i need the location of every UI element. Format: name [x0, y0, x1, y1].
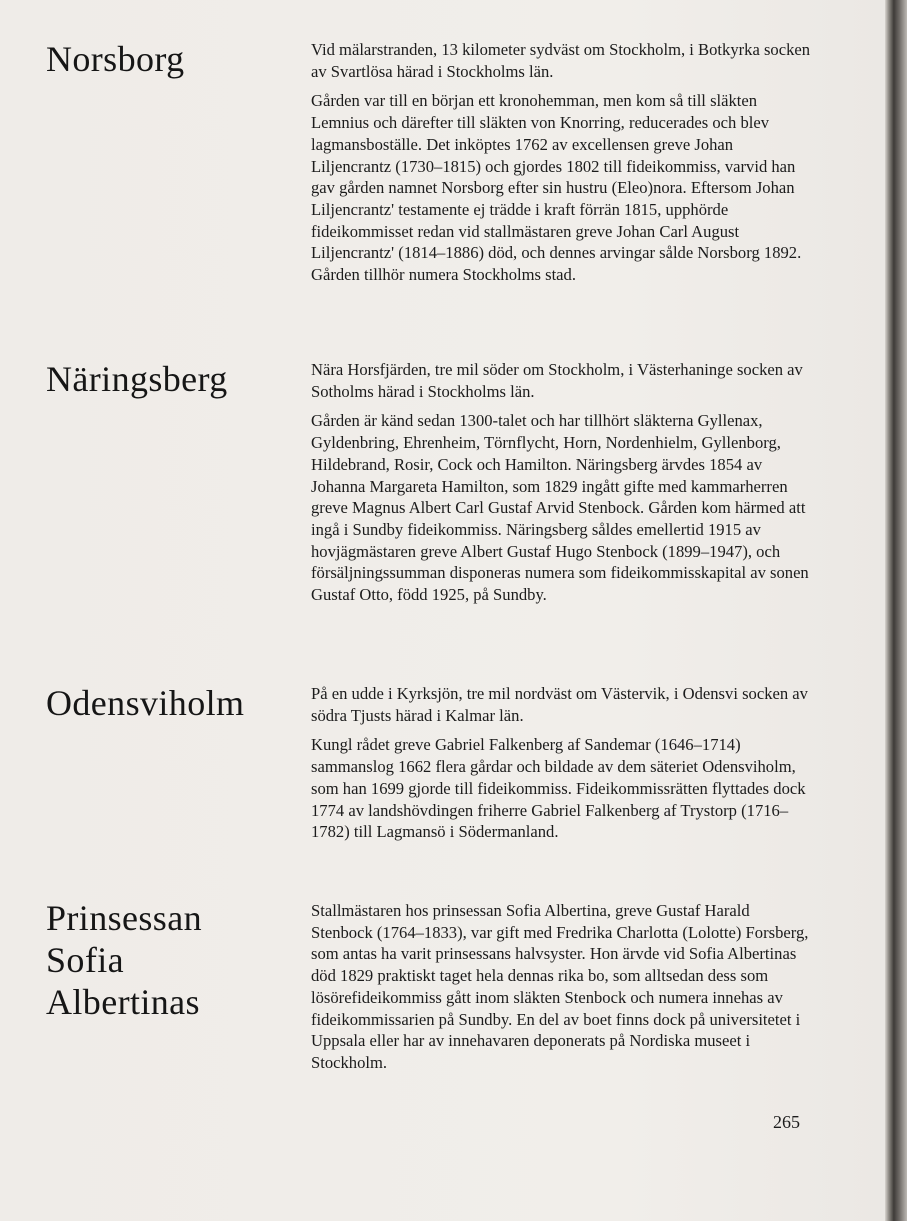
entry-body	[311, 900, 811, 1082]
entry-body	[311, 683, 811, 851]
entry-history-paragraph: Kungl rådet greve Gabriel Falkenberg af Sandemar (1646–1714) sammanslog 1662 flera gårdar och bildade av dem säteriet Odensviholm, som han 1699 gjorde till fideikommiss. Fideikommissrätten flyttades dock 1774 av landshövdingen friherre Gabriel Falkenberg af Trystorp (1716–1782) till Lagmansö i Södermanland.	[311, 735, 806, 842]
entry-history-paragraph: Gården var till en början ett kronohemman, men kom så till släkten Lemnius och därefter till släkten von Knorring, reducerades och blev lagmansboställe. Det inköptes 1762 av excellensen greve Johan Liljencrantz (1730–1815) och gjordes 1802 till fideikommiss, varvid han gav gården namnet Norsborg efter sin hustru (Eleo)nora. Eftersom Johan Liljencrantz' testamente ej trädde i kraft förrän 1815, upphörde fideikommisset redan vid stallmästaren greve Johan Carl August Liljencrantz' (1814–1886) död, och dennes arvingar sålde Norsborg 1892. Gården tillhör numera Stockholms stad.	[311, 91, 802, 285]
entry-heading: Prinsessan Sofia Albertinas	[46, 898, 202, 1022]
entry-body	[311, 39, 811, 294]
entry-location-paragraph: Vid mälarstranden, 13 kilometer sydväst om Stockholm, i Botkyrka socken av Svartlösa härad i Stockholms län.	[311, 40, 811, 81]
entry-heading: Norsborg	[46, 39, 185, 79]
entry-location-paragraph: Nära Horsfjärden, tre mil söder om Stockholm, i Västerhaninge socken av Sotholms härad i Stockholms län.	[311, 360, 803, 401]
entry-heading: Odensviholm	[46, 683, 245, 723]
entry-location-paragraph: På en udde i Kyrksjön, tre mil nordväst om Västervik, i Odensvi socken av södra Tjusts härad i Kalmar län.	[311, 684, 808, 725]
entry-history-paragraph: Gården är känd sedan 1300-talet och har tillhört släkterna Gyllenax, Gyldenbring, Ehrenheim, Törnflycht, Horn, Nordenhielm, Gyllenborg, Hildebrand, Rosir, Cock och Hamilton. Näringsberg ärvdes 1854 av Johanna Margareta Hamilton, som 1829 ingått gifte med kammarherren greve Magnus Albert Carl Gustaf Arvid Stenbock. Gården kom härmed att ingå i Sundby fideikommiss. Näringsberg såldes emellertid 1915 av hovjägmästaren greve Albert Gustaf Hugo Stenbock (1899–1947), och försäljningssumman disponeras numera som fideikommisskapital av sonen Gustaf Otto, född 1925, på Sundby.	[311, 411, 809, 605]
entry-body	[311, 359, 811, 614]
entry-heading: Näringsberg	[46, 359, 228, 399]
page-number: 265	[773, 1112, 800, 1132]
book-binding-edge	[885, 0, 907, 1221]
entry-history-paragraph: Stallmästaren hos prinsessan Sofia Albertina, greve Gustaf Harald Stenbock (1764–1833), var gift med Fredrika Charlotta (Lolotte) Forsberg, som antas ha varit prinsessans halvsyster. Hon ärvde vid Sofia Albertinas död 1829 praktiskt taget hela dennas rika bo, som alltsedan dess som lösörefideikommiss gått inom släkten Stenbock och numera innehas av fideikommissarien på Sundby. En del av boet finns dock på universitetet i Uppsala eller har av innehavaren deponerats på Nordiska museet i Stockholm.	[311, 901, 809, 1072]
